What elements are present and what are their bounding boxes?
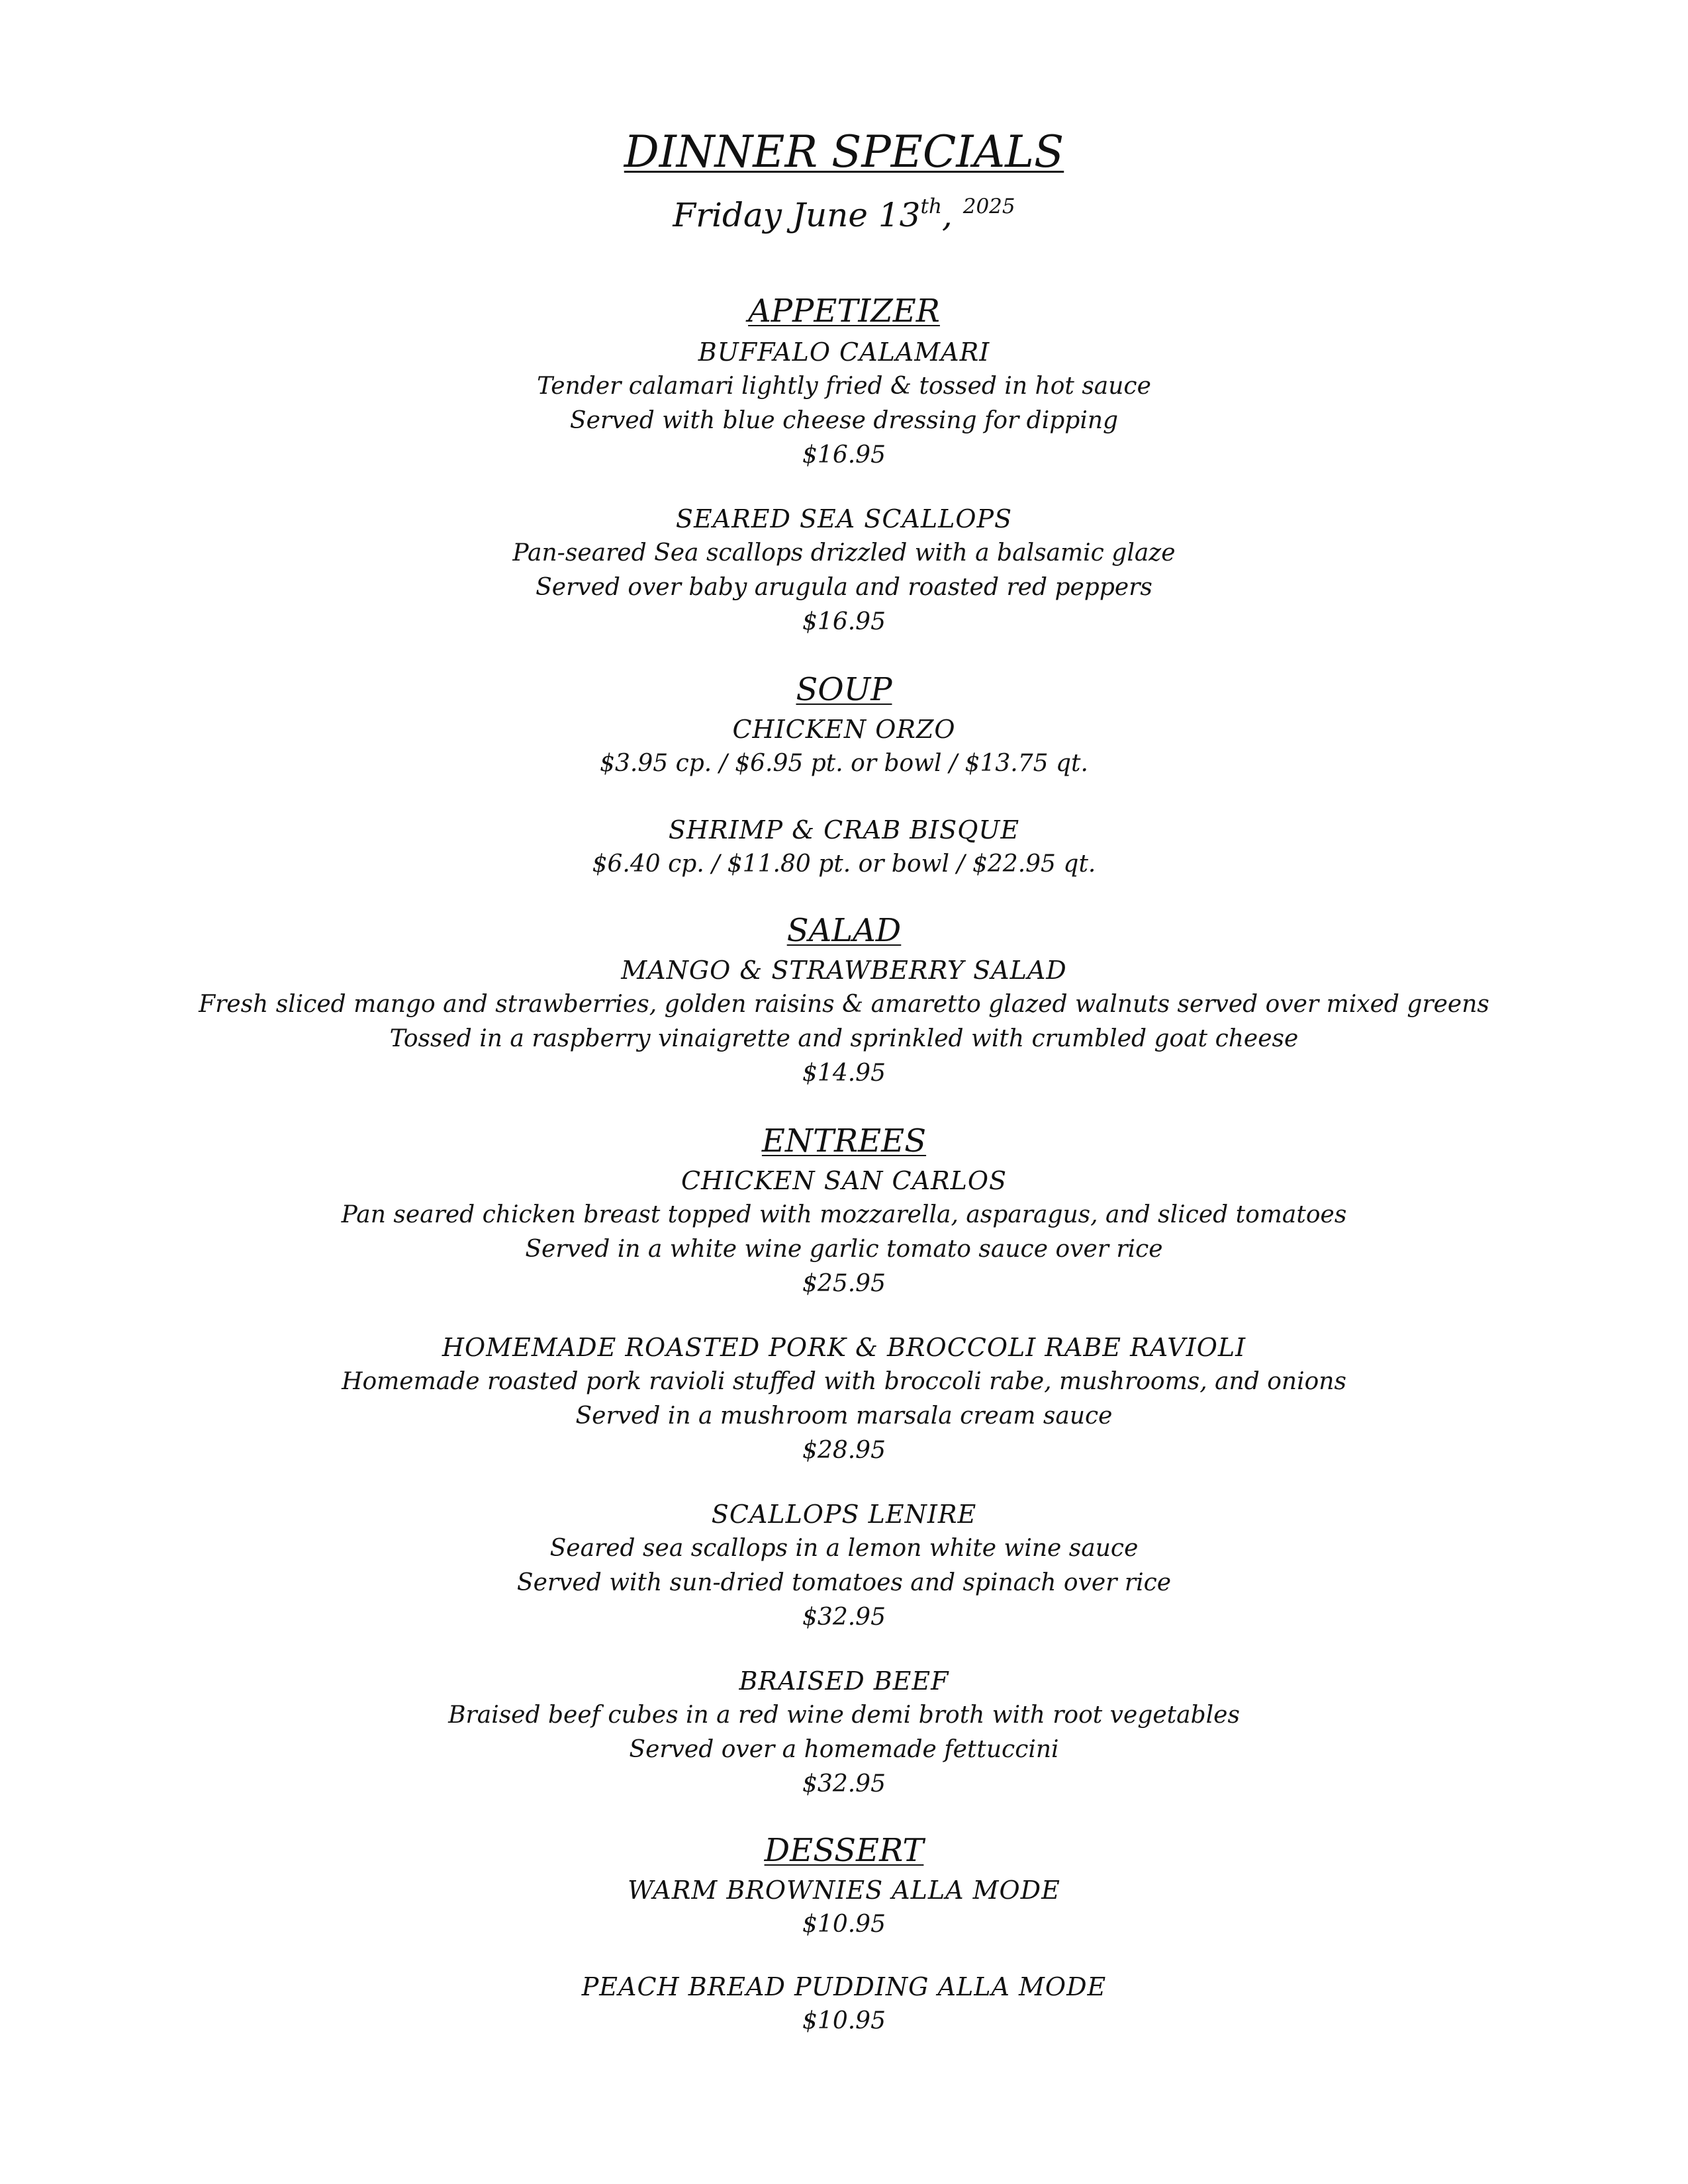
menu-date bbox=[0, 185, 1688, 236]
item-description: Tender calamari lightly fried & tossed in hot sauce bbox=[537, 373, 1151, 400]
item-price: $10.95 bbox=[802, 1911, 886, 1938]
section-heading-appetizer: APPETIZER bbox=[748, 293, 940, 330]
item-name: SEARED SEA SCALLOPS bbox=[675, 504, 1013, 533]
item-name: MANGO & STRAWBERRY SALAD bbox=[621, 956, 1067, 985]
section-heading-soup: SOUP bbox=[796, 671, 892, 708]
item-description: Seared sea scallops in a lemon white wine sauce bbox=[549, 1535, 1139, 1562]
item-name: CHICKEN SAN CARLOS bbox=[680, 1166, 1008, 1195]
item-price: $32.95 bbox=[802, 1770, 886, 1797]
date-ordinal: th bbox=[920, 195, 942, 218]
item-price: $25.95 bbox=[802, 1270, 886, 1297]
item-description: Served in a mushroom marsala cream sauce bbox=[575, 1402, 1113, 1430]
item-description: Served in a white wine garlic tomato sauce over rice bbox=[525, 1236, 1163, 1263]
item-description: Served with sun-dried tomatoes and spinach over rice bbox=[516, 1569, 1172, 1596]
item-description: Served over a homemade fettuccini bbox=[629, 1736, 1059, 1763]
item-description: Homemade roasted pork ravioli stuffed with broccoli rabe, mushrooms, and onions bbox=[342, 1368, 1346, 1395]
item-name: HOMEMADE ROASTED PORK & BROCCOLI RABE RAVIOLI bbox=[442, 1333, 1246, 1362]
item-description: Braised beef cubes in a red wine demi broth with root vegetables bbox=[448, 1702, 1240, 1729]
item-price: $28.95 bbox=[802, 1437, 886, 1464]
item-price: $16.95 bbox=[802, 441, 886, 469]
item-description: Tossed in a raspberry vinaigrette and sprinkled with crumbled goat cheese bbox=[389, 1025, 1299, 1052]
item-description: Served with blue cheese dressing for dipping bbox=[569, 407, 1119, 434]
item-name: BRAISED BEEF bbox=[739, 1666, 949, 1696]
item-price: $14.95 bbox=[802, 1060, 886, 1087]
date-comma: , bbox=[941, 196, 963, 234]
item-name: CHICKEN ORZO bbox=[732, 715, 956, 744]
date-text: Friday June 13 bbox=[673, 196, 921, 234]
item-name: SHRIMP & CRAB BISQUE bbox=[668, 815, 1020, 844]
item-description: Served over baby arugula and roasted red peppers bbox=[536, 574, 1152, 601]
item-price: $32.95 bbox=[802, 1604, 886, 1631]
item-name: WARM BROWNIES ALLA MODE bbox=[628, 1876, 1060, 1905]
date-year: 2025 bbox=[962, 195, 1015, 218]
section-heading-entrees: ENTREES bbox=[761, 1122, 927, 1160]
item-price: $6.40 cp. / $11.80 pt. or bowl / $22.95 qt. bbox=[592, 850, 1096, 878]
item-name: PEACH BREAD PUDDING ALLA MODE bbox=[581, 1972, 1107, 2001]
item-name: SCALLOPS LENIRE bbox=[711, 1500, 977, 1529]
item-description: Pan seared chicken breast topped with mozzarella, asparagus, and sliced tomatoes bbox=[341, 1201, 1347, 1228]
item-description: Pan-seared Sea scallops drizzled with a balsamic glaze bbox=[512, 539, 1176, 567]
section-heading-salad: SALAD bbox=[786, 912, 902, 949]
item-description: Fresh sliced mango and strawberries, golden raisins & amaretto glazed walnuts served over mixed greens bbox=[199, 991, 1489, 1018]
item-price: $3.95 cp. / $6.95 pt. or bowl / $13.75 qt. bbox=[600, 750, 1088, 777]
page-title: DINNER SPECIALS bbox=[624, 126, 1064, 177]
item-name: BUFFALO CALAMARI bbox=[698, 338, 990, 367]
item-price: $10.95 bbox=[802, 2007, 886, 2034]
item-price: $16.95 bbox=[802, 608, 886, 635]
section-heading-dessert: DESSERT bbox=[764, 1832, 924, 1869]
